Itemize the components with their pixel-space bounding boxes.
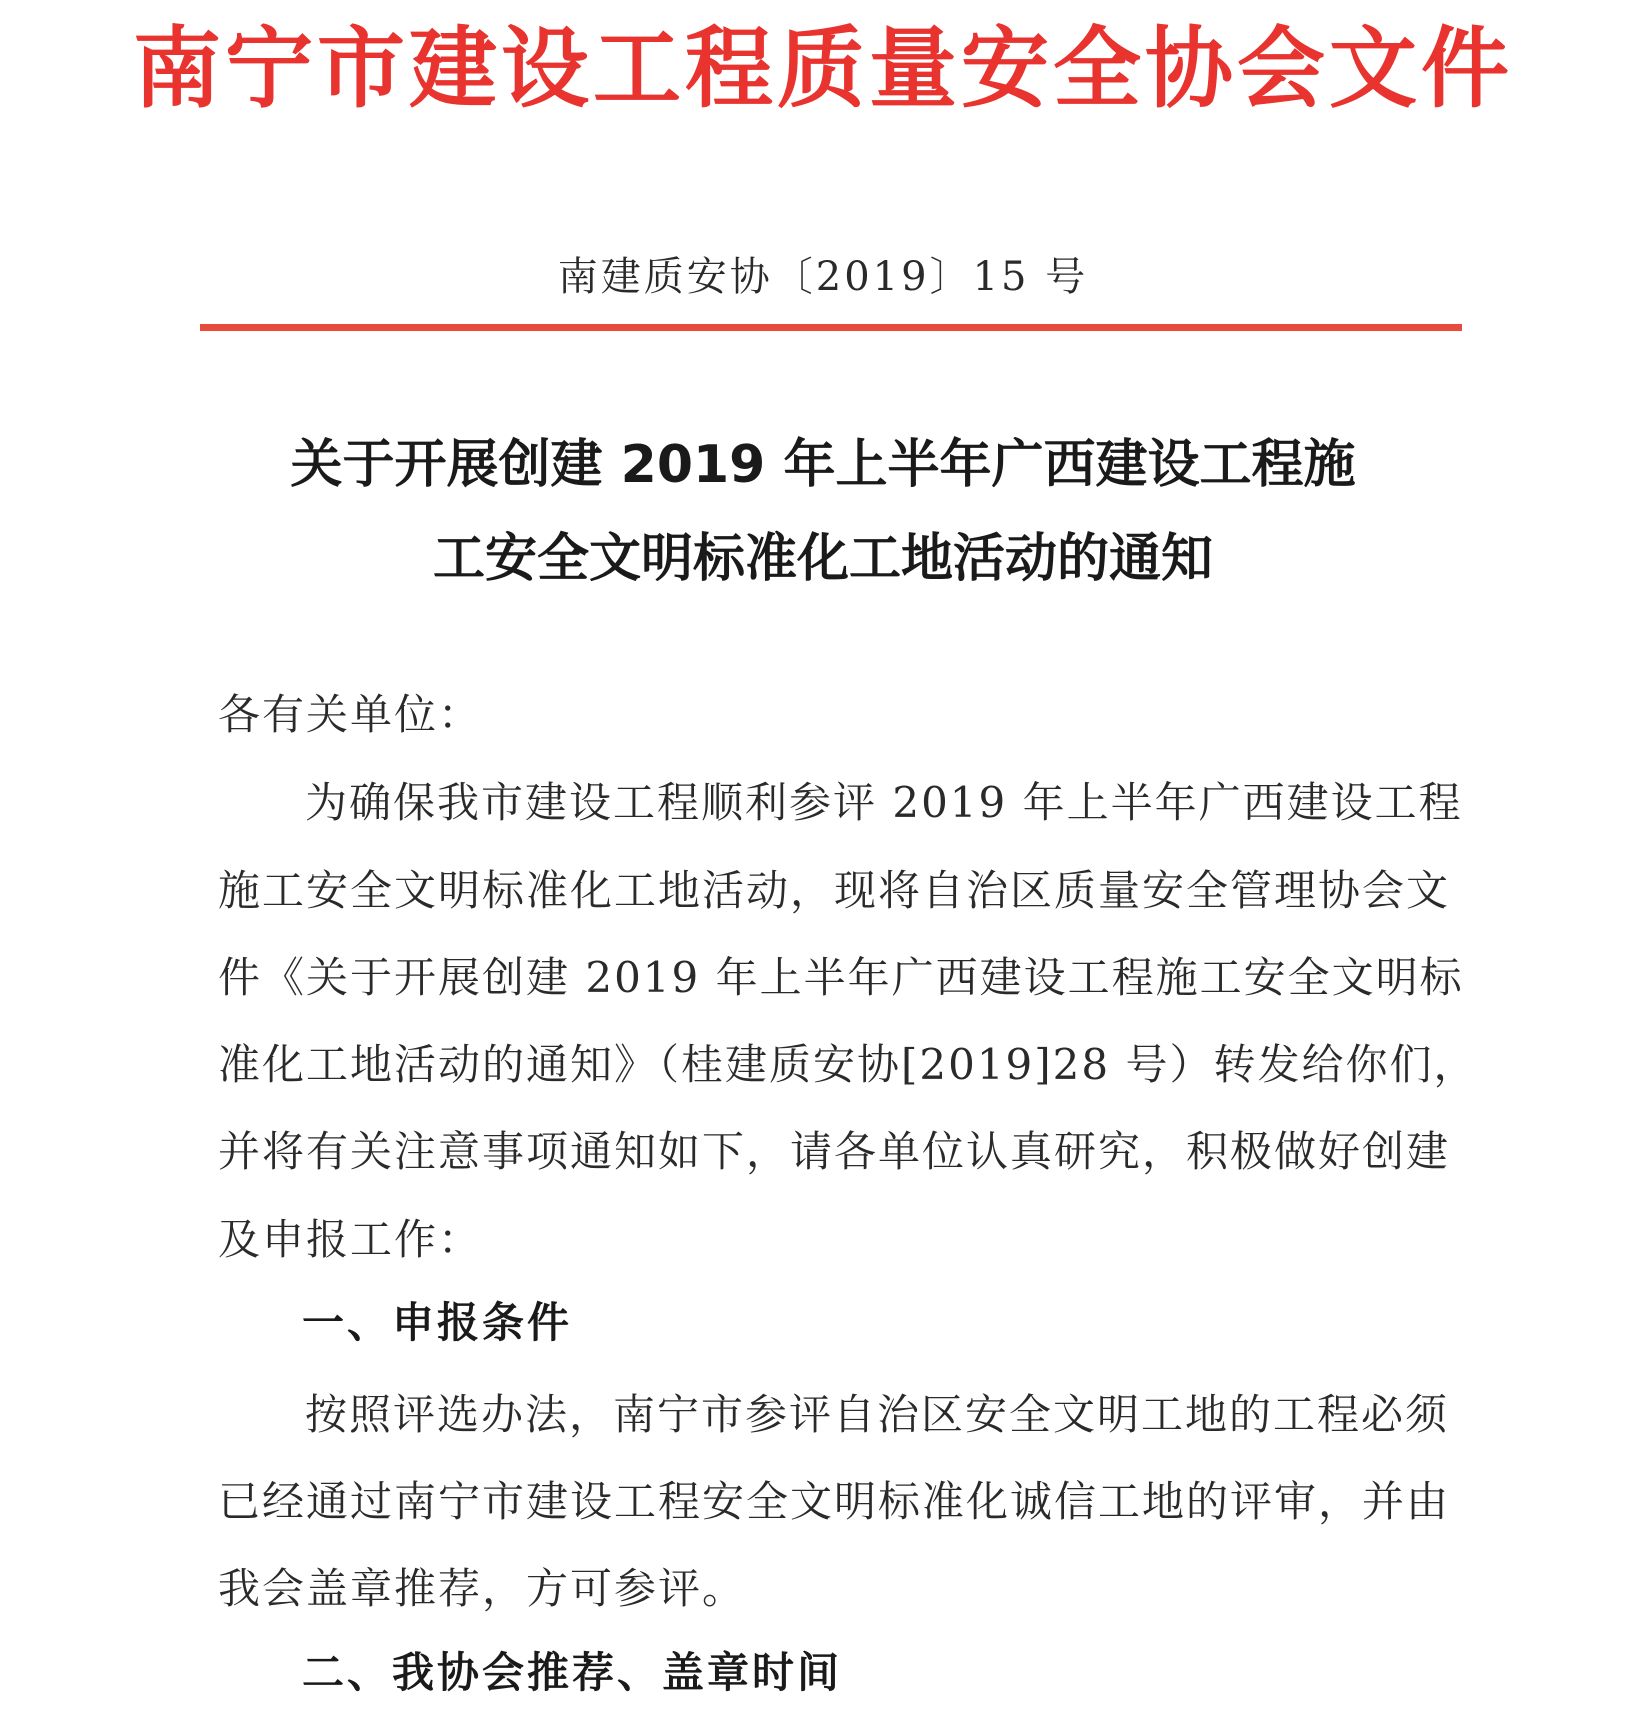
title-line-1: 关于开展创建 2019 年上半年广西建设工程施: [290, 435, 1356, 495]
document-number: 南建质安协〔2019〕15 号: [557, 254, 1089, 300]
intro-line: 为确保我市建设工程顺利参评 2019 年上半年广西建设工程: [305, 778, 1463, 827]
section-1-line: 我会盖章推荐，方可参评。: [218, 1564, 747, 1613]
notice-title: [0, 418, 1646, 606]
org-masthead: 南宁市建设工程质量安全协会文件: [132, 16, 1513, 120]
red-divider-rule: [200, 324, 1462, 331]
intro-line: 准化工地活动的通知》（桂建质安协[2019]28 号）转发给你们，: [218, 1040, 1478, 1089]
intro-line: 件《关于开展创建 2019 年上半年广西建设工程施工安全文明标: [218, 953, 1464, 1002]
salutation: 各有关单位：: [218, 690, 483, 739]
section-1-heading: 一、申报条件: [302, 1298, 573, 1347]
title-line-2: 工安全文明标准化工地活动的通知: [432, 529, 1213, 589]
section-1-line: 已经通过南宁市建设工程安全文明标准化诚信工地的评审，并由: [218, 1477, 1451, 1526]
intro-line: 并将有关注意事项通知如下，请各单位认真研究，积极做好创建: [218, 1127, 1451, 1176]
section-1-line: 按照评选办法，南宁市参评自治区安全文明工地的工程必须: [305, 1390, 1450, 1439]
intro-line: 及申报工作：: [218, 1215, 483, 1264]
intro-line: 施工安全文明标准化工地活动，现将自治区质量安全管理协会文: [218, 866, 1451, 915]
section-2-heading: 二、我协会推荐、盖章时间: [302, 1648, 843, 1697]
